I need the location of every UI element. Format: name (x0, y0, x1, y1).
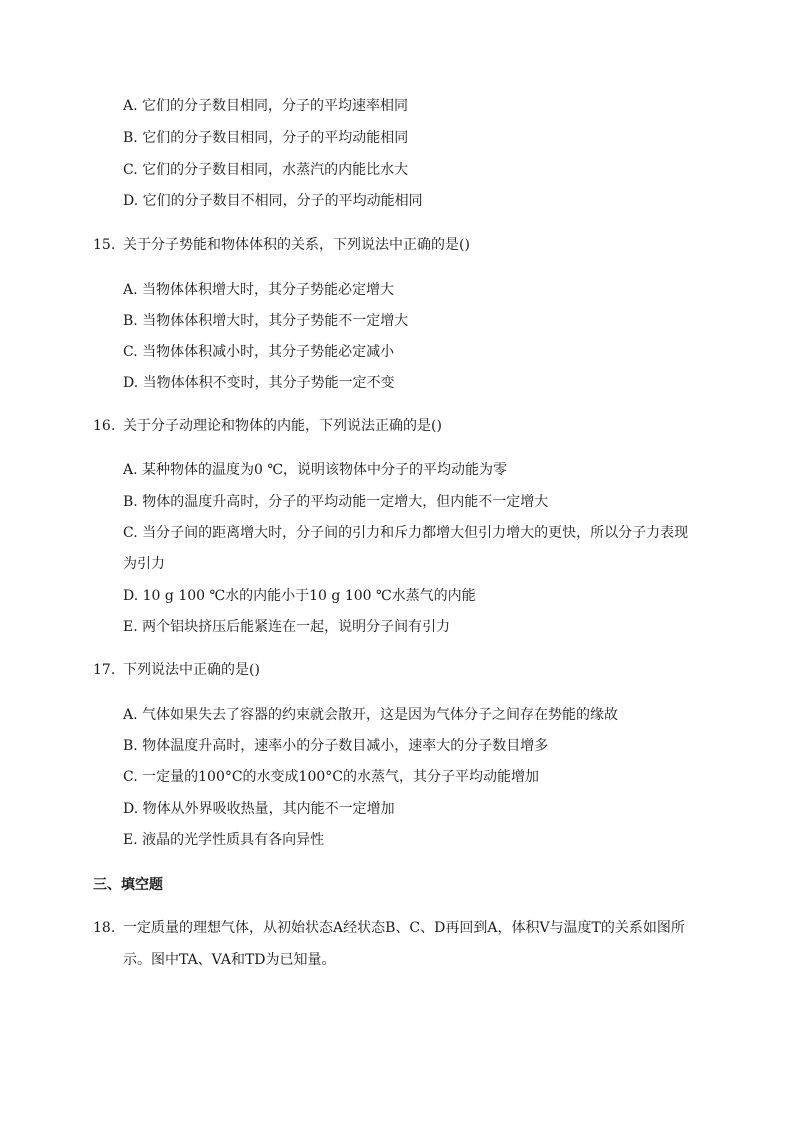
q16-stem: 关于分子动理论和物体的内能，下列说法正确的是() (123, 418, 442, 434)
option-letter: D. (123, 375, 139, 391)
q15-number: 15. (93, 237, 116, 253)
q17-stem: 下列说法中正确的是() (123, 662, 260, 678)
option-letter: A. (123, 462, 138, 478)
option-letter: D. (123, 193, 139, 209)
option-text: 它们的分子数目相同，分子的平均动能相同 (142, 130, 409, 146)
option-text: 当物体体积减小时，其分子势能必定减小 (142, 344, 395, 360)
option-letter: E. (123, 619, 138, 635)
q16-option-b (123, 493, 548, 511)
q17-option-c (123, 768, 539, 786)
option-letter: C. (123, 525, 138, 541)
option-text: 当物体体积不变时，其分子势能一定不变 (142, 375, 395, 391)
q17-number: 17. (93, 662, 116, 678)
option-letter: B. (123, 494, 138, 510)
option-text: 当分子间的距离增大时，分子间的引力和斥力都增大但引力增大的更快，所以分子力表现 (142, 525, 689, 541)
option-letter: A. (123, 707, 138, 723)
q17-option-e (123, 831, 324, 849)
q16-option-c (123, 524, 688, 542)
option-text: 气体如果失去了容器的约束就会散开，这是因为气体分子之间存在势能的缘故 (142, 707, 619, 723)
q14-option-d (123, 192, 423, 210)
option-letter: E. (123, 832, 138, 848)
option-letter: C. (123, 344, 138, 360)
option-text: 当物体体积增大时，其分子势能不一定增大 (142, 313, 409, 329)
q14-option-a (123, 97, 408, 115)
option-text: 物体的温度升高时，分子的平均动能一定增大，但内能不一定增大 (142, 494, 549, 510)
q16-option-a (123, 461, 507, 479)
option-text: 物体温度升高时，速率小的分子数目减小，速率大的分子数目增多 (142, 738, 549, 754)
option-letter: B. (123, 130, 138, 146)
option-letter: D. (123, 588, 139, 604)
section-heading: 三、填空题 (93, 877, 163, 893)
option-letter: C. (123, 162, 138, 178)
q18-line-2: 示。图中TA、VA和TD为已知量。 (123, 952, 336, 968)
option-letter: B. (123, 738, 138, 754)
q17-option-b (123, 737, 548, 755)
option-letter: D. (123, 801, 139, 817)
option-text: 当物体体积增大时，其分子势能必定增大 (142, 282, 395, 298)
option-text: 某种物体的温度为0 ℃，说明该物体中分子的平均动能为零 (142, 462, 508, 478)
option-letter: C. (123, 769, 138, 785)
q16-option-c-continuation: 为引力 (123, 556, 165, 572)
q15-stem: 关于分子势能和物体体积的关系，下列说法中正确的是() (123, 237, 470, 253)
q15-option-a (123, 281, 394, 299)
q18-number: 18. (93, 920, 116, 936)
q17-option-d (123, 800, 395, 818)
q17-option-a (123, 706, 618, 724)
option-letter: A. (123, 98, 138, 114)
q14-option-b (123, 129, 408, 147)
q16-option-d (123, 587, 476, 605)
q14-option-c (123, 161, 408, 179)
q16-number: 16. (93, 418, 116, 434)
option-letter: A. (123, 282, 138, 298)
option-text: 液晶的光学性质具有各向异性 (142, 832, 325, 848)
option-text: 10 g 100 ℃水的内能小于10 g 100 ℃水蒸气的内能 (142, 588, 476, 604)
option-text: 它们的分子数目相同，分子的平均速率相同 (142, 98, 409, 114)
option-text: 它们的分子数目不相同，分子的平均动能相同 (142, 193, 423, 209)
option-text: 两个铝块挤压后能紧连在一起，说明分子间有引力 (142, 619, 451, 635)
option-letter: B. (123, 313, 138, 329)
q18-line-1: 一定质量的理想气体，从初始状态A经状态B、C、D再回到A，体积V与温度T的关系如图所 (123, 920, 685, 936)
q16-option-e (123, 618, 450, 636)
option-text: 它们的分子数目相同，水蒸汽的内能比水大 (142, 162, 409, 178)
q15-option-b (123, 312, 408, 330)
option-text: 物体从外界吸收热量，其内能不一定增加 (142, 801, 395, 817)
q15-option-d (123, 374, 395, 392)
option-text: 一定量的100°C的水变成100°C的水蒸气，其分子平均动能增加 (142, 769, 539, 785)
q15-option-c (123, 343, 394, 361)
